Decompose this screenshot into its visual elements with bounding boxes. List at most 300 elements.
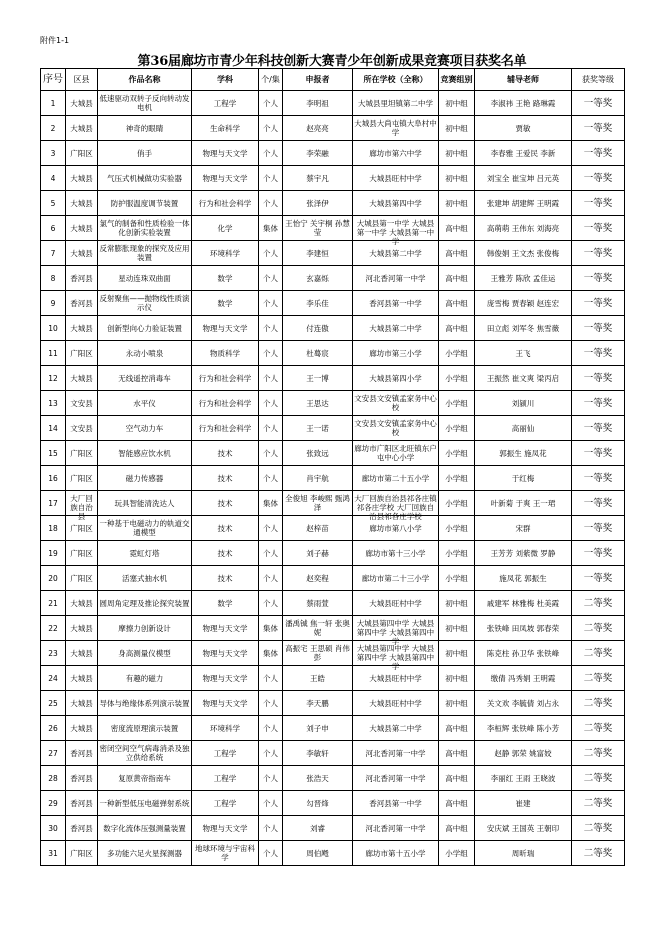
cell-applicant-text: 李建恒	[306, 248, 329, 258]
cell-group	[439, 316, 475, 341]
table-row	[41, 391, 625, 416]
cell-award	[572, 266, 625, 291]
cell-school-text: 大城县旺村中学	[369, 173, 422, 183]
cell-no	[41, 566, 66, 591]
cell-teacher-text: 刘颍川	[511, 398, 535, 408]
cell-district	[66, 791, 98, 816]
cell-no-text: 21	[48, 598, 58, 608]
cell-subject	[192, 691, 259, 716]
cell-no-text: 24	[48, 673, 58, 683]
cell-no	[41, 191, 66, 216]
table-row	[41, 591, 625, 616]
cell-award-text: 一等奖	[583, 522, 613, 534]
cell-subject-text: 物理与天文学	[202, 823, 248, 833]
cell-teacher	[475, 541, 572, 566]
cell-group-text: 小学组	[445, 473, 468, 483]
cell-teacher-text: 郭振生 施凤花	[499, 448, 547, 458]
cell-award	[572, 341, 625, 366]
cell-group-text: 高中组	[445, 223, 468, 233]
cell-subject-text: 技术	[217, 498, 233, 508]
cell-group	[439, 116, 475, 141]
cell-teacher	[475, 116, 572, 141]
cell-subject	[192, 166, 259, 191]
cell-no-text: 29	[48, 798, 58, 808]
cell-award	[572, 366, 625, 391]
cell-subject-text: 环境科学	[210, 723, 240, 733]
cell-group	[439, 491, 475, 516]
cell-type-text: 个人	[263, 173, 278, 183]
cell-subject	[192, 616, 259, 641]
cell-teacher	[475, 466, 572, 491]
cell-applicant-text: 张泽伊	[306, 198, 329, 208]
cell-award	[572, 441, 625, 466]
cell-teacher-text: 戚建军 林雅梅 杜美霞	[486, 598, 560, 608]
cell-project-text: 密度流原理演示装置	[110, 723, 179, 733]
cell-subject-text: 物理与天文学	[202, 323, 248, 333]
cell-applicant	[283, 441, 353, 466]
cell-applicant-text: 王皓	[310, 673, 325, 683]
cell-no-text: 28	[48, 773, 58, 783]
cell-teacher	[475, 141, 572, 166]
cell-no	[41, 266, 66, 291]
table-row	[41, 716, 625, 741]
cell-applicant	[283, 716, 353, 741]
cell-award-text: 一等奖	[583, 347, 613, 359]
cell-subject-text: 工程学	[213, 748, 237, 758]
table-row	[41, 191, 625, 216]
cell-project	[98, 116, 192, 141]
cell-applicant	[283, 241, 353, 266]
cell-school-text: 河北香河第一中学	[365, 273, 426, 283]
cell-award-text: 一等奖	[583, 272, 613, 284]
cell-type	[259, 466, 283, 491]
cell-school	[353, 266, 439, 291]
cell-group	[439, 166, 475, 191]
cell-subject-text: 物理与天文学	[202, 173, 248, 183]
cell-teacher	[475, 666, 572, 691]
table-row	[41, 766, 625, 791]
cell-group	[439, 416, 475, 441]
cell-project	[98, 291, 192, 316]
cell-teacher	[475, 366, 572, 391]
cell-teacher	[475, 291, 572, 316]
cell-school-text: 河北香河第一中学	[365, 773, 426, 783]
cell-subject-text: 物理与天文学	[202, 673, 248, 683]
cell-teacher-text: 王飞	[515, 348, 531, 358]
cell-school	[353, 541, 439, 566]
cell-project-text: 气压式机械做功实验器	[107, 173, 182, 183]
cell-type	[259, 141, 283, 166]
cell-applicant-text: 付连傲	[306, 323, 329, 333]
cell-teacher	[475, 516, 572, 541]
cell-school-text: 廊坊市广阳区北旺镇东户屯中心小学	[354, 444, 437, 462]
cell-teacher-text: 王芳芳 刘紫微 罗静	[490, 548, 556, 558]
page-title: 第36届廊坊市青少年科技创新大赛青少年创新成果竞赛项目获奖名单	[137, 54, 527, 69]
cell-district-text: 大城县	[70, 173, 93, 183]
cell-district	[66, 641, 98, 666]
cell-teacher	[475, 416, 572, 441]
cell-teacher-text: 陈克柱 孙卫华 张铁峰	[486, 648, 560, 658]
cell-project	[98, 216, 192, 241]
cell-teacher-text: 宋群	[515, 523, 531, 533]
cell-no-text: 7	[50, 248, 56, 258]
cell-type-text: 集体	[263, 648, 278, 658]
col-header-award: 获奖等级	[572, 69, 625, 91]
cell-subject	[192, 441, 259, 466]
cell-applicant-text: 张致远	[306, 448, 329, 458]
col-header-subject: 学科	[192, 69, 259, 91]
cell-school-text: 廊坊市第十五小学	[365, 848, 426, 858]
cell-district	[66, 266, 98, 291]
cell-district-text: 文安县	[70, 398, 93, 408]
cell-school	[353, 316, 439, 341]
cell-project-text: 智能感应饮水机	[118, 448, 171, 458]
cell-type-text: 个人	[263, 698, 278, 708]
cell-group	[439, 266, 475, 291]
cell-school-text: 大城县第二中学	[369, 723, 422, 733]
cell-no	[41, 466, 66, 491]
cell-project	[98, 191, 192, 216]
cell-district-text: 大城县	[70, 623, 93, 633]
cell-award-text: 一等奖	[583, 247, 613, 259]
cell-subject	[192, 516, 259, 541]
cell-no-text: 30	[48, 823, 58, 833]
cell-subject	[192, 191, 259, 216]
cell-award	[572, 391, 625, 416]
cell-teacher-text: 李春雅 王爱民 李新	[490, 148, 556, 158]
cell-subject-text: 行为和社会科学	[198, 198, 252, 208]
cell-teacher	[475, 316, 572, 341]
cell-no	[41, 491, 66, 516]
cell-award-text: 一等奖	[583, 497, 613, 509]
cell-applicant	[283, 291, 353, 316]
cell-group-text: 高中组	[445, 298, 468, 308]
cell-no-text: 13	[48, 398, 58, 408]
cell-project	[98, 466, 192, 491]
cell-no	[41, 316, 66, 341]
cell-teacher-text: 于红梅	[511, 473, 535, 483]
cell-applicant	[283, 341, 353, 366]
cell-no-text: 20	[48, 573, 58, 583]
cell-type-text: 集体	[263, 498, 278, 508]
cell-applicant-text: 李乐佳	[306, 298, 329, 308]
cell-applicant-text: 刘子赫	[306, 548, 329, 558]
cell-type-text: 集体	[263, 223, 278, 233]
cell-teacher-text: 崔建	[515, 798, 531, 808]
cell-project-text: 圆周角定理及推论探究装置	[99, 598, 190, 608]
cell-group	[439, 466, 475, 491]
cell-no-text: 31	[48, 848, 58, 858]
table-row	[41, 216, 625, 241]
cell-district	[66, 491, 98, 521]
cell-school-text: 廊坊市第六中学	[369, 148, 422, 158]
cell-award	[572, 616, 625, 641]
cell-school	[353, 391, 439, 416]
cell-school-text: 大城县第四小学	[369, 373, 422, 383]
cell-applicant-text: 赵奕程	[306, 573, 329, 583]
cell-applicant-text: 肖宇航	[306, 473, 329, 483]
cell-applicant-text: 杜蓦宸	[306, 348, 329, 358]
cell-group-text: 小学组	[445, 848, 468, 858]
cell-subject	[192, 216, 259, 241]
cell-school	[353, 416, 439, 441]
cell-teacher	[475, 491, 572, 516]
cell-group-text: 小学组	[445, 373, 468, 383]
cell-subject-text: 行为和社会科学	[198, 398, 252, 408]
cell-no-text: 22	[48, 623, 58, 633]
cell-school	[353, 816, 439, 841]
cell-applicant	[283, 841, 353, 866]
cell-project	[98, 641, 192, 666]
cell-applicant	[283, 541, 353, 566]
cell-type-text: 个人	[263, 523, 278, 533]
cell-district	[66, 691, 98, 716]
cell-award-text: 一等奖	[583, 547, 613, 559]
cell-subject-text: 物理与天文学	[202, 148, 248, 158]
cell-district	[66, 616, 98, 641]
cell-award-text: 二等奖	[583, 822, 613, 834]
cell-school	[353, 91, 439, 116]
cell-school	[353, 491, 439, 521]
cell-school-text: 香河县第一中学	[369, 298, 422, 308]
cell-group-text: 初中组	[445, 698, 468, 708]
cell-type	[259, 391, 283, 416]
col-header-applicant: 申报者	[283, 69, 353, 91]
cell-no-text: 2	[50, 123, 56, 133]
cell-subject	[192, 591, 259, 616]
cell-award-text: 二等奖	[583, 797, 613, 809]
cell-district-text: 大城县	[70, 123, 93, 133]
cell-subject-text: 数学	[217, 273, 233, 283]
cell-applicant	[283, 266, 353, 291]
cell-teacher-text: 王雅芳 陈欣 孟佳运	[490, 273, 556, 283]
cell-school	[353, 766, 439, 791]
cell-no	[41, 691, 66, 716]
cell-applicant-text: 玄嘉烁	[306, 273, 329, 283]
cell-project	[98, 566, 192, 591]
cell-district-text: 大城县	[70, 648, 93, 658]
table-row	[41, 316, 625, 341]
cell-no-text: 5	[50, 198, 56, 208]
cell-award	[572, 541, 625, 566]
cell-school-text: 大城县大尚屯镇大阜村中学	[354, 119, 437, 137]
cell-type	[259, 641, 283, 666]
cell-school	[353, 216, 439, 246]
cell-no	[41, 341, 66, 366]
cell-subject-text: 环境科学	[210, 248, 240, 258]
cell-no-text: 12	[48, 373, 58, 383]
cell-teacher-text: 张铁峰 田凤坡 郭春荣	[486, 623, 560, 633]
cell-award-text: 一等奖	[583, 97, 613, 109]
cell-district-text: 广阳区	[70, 848, 93, 858]
cell-district-text: 广阳区	[70, 548, 93, 558]
cell-district-text: 大城县	[70, 673, 93, 683]
cell-project-text: 一种基于电磁动力的轨道交通模型	[99, 519, 190, 537]
cell-project	[98, 591, 192, 616]
cell-teacher-text: 赵静 郭荣 姚富姣	[494, 748, 552, 758]
cell-applicant-text: 王一博	[306, 373, 329, 383]
cell-project	[98, 366, 192, 391]
cell-no-text: 9	[50, 298, 56, 308]
cell-district-text: 大城县	[70, 98, 93, 108]
cell-project	[98, 616, 192, 641]
cell-project-text: 一种新型低压电磁弹射系统	[99, 798, 190, 808]
table-row	[41, 691, 625, 716]
cell-type-text: 集体	[263, 623, 278, 633]
cell-type	[259, 716, 283, 741]
cell-type	[259, 291, 283, 316]
table-row	[41, 841, 625, 866]
table-row	[41, 341, 625, 366]
cell-district	[66, 666, 98, 691]
cell-type	[259, 666, 283, 691]
cell-applicant-text: 张浩天	[306, 773, 329, 783]
cell-group-text: 小学组	[445, 448, 468, 458]
cell-group-text: 高中组	[445, 323, 468, 333]
cell-type	[259, 816, 283, 841]
cell-type	[259, 341, 283, 366]
cell-teacher	[475, 191, 572, 216]
cell-type	[259, 691, 283, 716]
cell-project-text: 俏手	[137, 148, 152, 158]
cell-school-text: 文安县文安镇孟家务中心校	[354, 394, 437, 412]
cell-no	[41, 516, 66, 541]
table-row	[41, 491, 625, 516]
cell-project-text: 摩擦力创新设计	[118, 623, 171, 633]
cell-project-text: 氯气的制备和性质检验一体化创新实验装置	[99, 219, 190, 237]
cell-no	[41, 116, 66, 141]
cell-district-text: 大城县	[70, 698, 93, 708]
cell-type-text: 个人	[263, 773, 278, 783]
cell-project-text: 活塞式抽水机	[122, 573, 167, 583]
cell-type	[259, 191, 283, 216]
cell-project	[98, 791, 192, 816]
cell-no-text: 6	[50, 223, 56, 233]
cell-group	[439, 766, 475, 791]
cell-award	[572, 691, 625, 716]
cell-school-text: 廊坊市第八小学	[369, 523, 422, 533]
cell-type	[259, 91, 283, 116]
cell-award	[572, 416, 625, 441]
cell-subject	[192, 566, 259, 591]
cell-project-text: 有趣的磁力	[125, 673, 164, 683]
table-row	[41, 791, 625, 816]
cell-group-text: 初中组	[445, 173, 468, 183]
cell-district	[66, 241, 98, 266]
cell-applicant	[283, 141, 353, 166]
cell-type-text: 个人	[263, 598, 278, 608]
table-row	[41, 266, 625, 291]
cell-district	[66, 166, 98, 191]
cell-teacher-text: 高丽仙	[511, 423, 535, 433]
cell-type	[259, 216, 283, 241]
cell-award	[572, 841, 625, 866]
cell-school-text: 河北香河第一中学	[365, 748, 426, 758]
cell-district-text: 广阳区	[70, 148, 93, 158]
table-row	[41, 366, 625, 391]
cell-district	[66, 116, 98, 141]
cell-no-text: 18	[48, 523, 58, 533]
cell-project-text: 密闭空间空气病毒消杀及独立供给系统	[99, 744, 190, 762]
cell-no-text: 3	[50, 148, 56, 158]
cell-award-text: 二等奖	[583, 747, 613, 759]
cell-school-text: 大城县第一中学 大城县第一中学 大城县第一中学	[356, 219, 435, 246]
cell-no-text: 26	[48, 723, 58, 733]
cell-award-text: 二等奖	[583, 597, 613, 609]
cell-school-text: 大厂回族自治县祁各庄镇祁各庄学校 大厂回族自治县祁各庄学校	[354, 494, 437, 521]
cell-project	[98, 341, 192, 366]
cell-district-text: 香河县	[70, 273, 93, 283]
cell-teacher	[475, 641, 572, 666]
cell-teacher	[475, 391, 572, 416]
cell-group	[439, 566, 475, 591]
table-row	[41, 291, 625, 316]
cell-project	[98, 391, 192, 416]
cell-group-text: 初中组	[445, 148, 468, 158]
cell-type	[259, 841, 283, 866]
cell-applicant	[283, 466, 353, 491]
cell-applicant-text: 赵亮亮	[306, 123, 329, 133]
cell-applicant	[283, 766, 353, 791]
cell-school	[353, 641, 439, 671]
cell-group-text: 小学组	[445, 398, 468, 408]
table-row	[41, 566, 625, 591]
cell-project	[98, 541, 192, 566]
cell-teacher-text: 韩俊娟 王文杰 张俊梅	[486, 248, 560, 258]
cell-group	[439, 541, 475, 566]
cell-group-text: 高中组	[445, 773, 468, 783]
cell-award	[572, 816, 625, 841]
cell-district	[66, 291, 98, 316]
cell-group-text: 初中组	[445, 598, 468, 608]
cell-group	[439, 716, 475, 741]
cell-district	[66, 591, 98, 616]
cell-group	[439, 366, 475, 391]
cell-award	[572, 516, 625, 541]
cell-no	[41, 716, 66, 741]
cell-district-text: 香河县	[70, 773, 93, 783]
cell-award-text: 一等奖	[583, 422, 613, 434]
cell-group-text: 高中组	[445, 798, 468, 808]
cell-award	[572, 166, 625, 191]
cell-award-text: 一等奖	[583, 197, 613, 209]
cell-group-text: 高中组	[445, 273, 468, 283]
cell-type-text: 个人	[263, 123, 278, 133]
cell-no	[41, 166, 66, 191]
cell-applicant-text: 全俊旭 李峻熙 甄鸿泽	[285, 494, 350, 512]
cell-type-text: 个人	[263, 423, 278, 433]
cell-type-text: 个人	[263, 748, 278, 758]
cell-type	[259, 766, 283, 791]
cell-no-text: 19	[48, 548, 58, 558]
cell-group-text: 小学组	[445, 548, 468, 558]
cell-group	[439, 91, 475, 116]
cell-subject-text: 技术	[217, 548, 233, 558]
table-row	[41, 516, 625, 541]
cell-award-text: 一等奖	[583, 372, 613, 384]
cell-group-text: 高中组	[445, 748, 468, 758]
cell-subject-text: 技术	[217, 523, 233, 533]
cell-school	[353, 291, 439, 316]
cell-award	[572, 741, 625, 766]
cell-project-text: 复原黄帝指南车	[118, 773, 171, 783]
cell-school	[353, 566, 439, 591]
cell-district	[66, 141, 98, 166]
cell-project	[98, 841, 192, 866]
cell-subject-text: 工程学	[213, 798, 237, 808]
cell-district-text: 香河县	[70, 748, 93, 758]
cell-applicant	[283, 791, 353, 816]
